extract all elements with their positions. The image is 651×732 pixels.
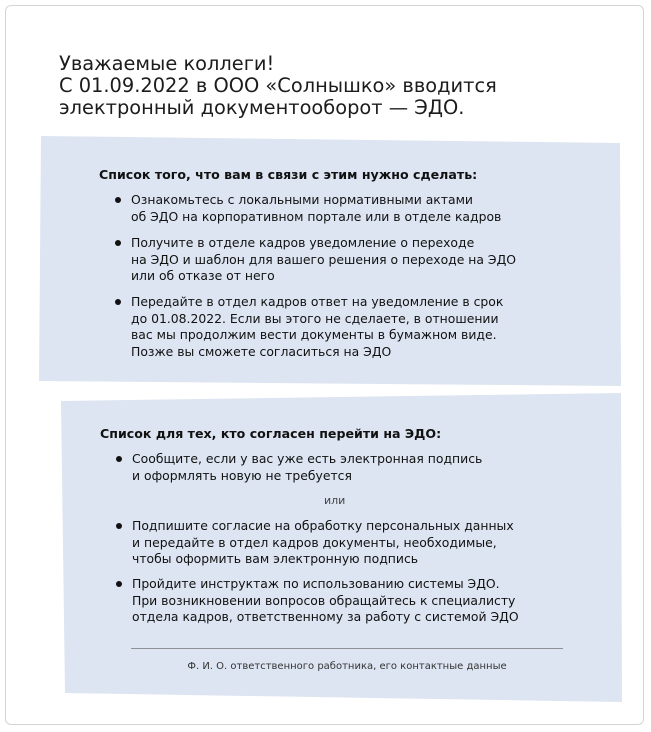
list-item-line: и оформлять новую не требуется bbox=[132, 467, 352, 483]
title-line: электронный документооборот — ЭДО. bbox=[59, 96, 465, 119]
list-item-line: до 01.08.2022. Если вы этого не сделаете, в отношении bbox=[131, 310, 499, 326]
bullet-icon bbox=[116, 523, 122, 529]
list-item-line: Пройдите инструктаж по использованию системы ЭДО. bbox=[132, 576, 500, 591]
list-item-line: на ЭДО и шаблон для вашего решения о переходе на ЭДО bbox=[131, 251, 517, 267]
page-title bbox=[59, 53, 599, 119]
title-line: Уважаемые коллеги! bbox=[59, 52, 275, 75]
list-item-line: или об отказе от него bbox=[131, 268, 275, 284]
list-item-line: Получите в отделе кадров уведомление о переходе bbox=[131, 235, 475, 250]
or-separator: или bbox=[324, 494, 346, 507]
list-item-line: чтобы оформить вам электронную подпись bbox=[132, 551, 419, 567]
list-item-line: Подпишите согласие на обработку персональных данных bbox=[132, 518, 514, 533]
list-item-line: отдела кадров, ответственному за работу с системой ЭДО bbox=[132, 609, 519, 625]
list-item bbox=[116, 576, 591, 626]
signature-divider bbox=[131, 648, 563, 649]
list-item bbox=[115, 192, 585, 226]
list-item bbox=[115, 235, 585, 285]
document-card bbox=[5, 5, 644, 725]
list-item bbox=[115, 294, 585, 361]
responsible-contact-caption: Ф. И. О. ответственного работника, его контактные данные bbox=[187, 661, 507, 672]
list-item-line: Ознакомьтесь с локальными нормативными актами bbox=[131, 192, 473, 207]
list-item-line: вас мы продолжим вести документы в бумажном виде. bbox=[131, 327, 497, 343]
list-item-line: При возникновении вопросов обращайтесь к специалисту bbox=[132, 592, 516, 608]
list-title: Список того, что вам в связи с этим нужно сделать: bbox=[99, 167, 478, 182]
bullet-icon bbox=[115, 240, 121, 246]
todo-list-panel bbox=[39, 136, 621, 386]
bullet-icon bbox=[115, 197, 121, 203]
title-line: С 01.09.2022 в ООО «Солнышко» вводится bbox=[59, 74, 497, 97]
list-item-line: об ЭДО на корпоративном портале или в отделе кадров bbox=[131, 208, 502, 224]
edo-consent-list-panel bbox=[61, 393, 622, 702]
list-item-line: Позже вы сможете согласиться на ЭДО bbox=[131, 343, 392, 359]
bullet-icon bbox=[116, 456, 122, 462]
list-item-line: и передайте в отдел кадров документы, необходимые, bbox=[132, 534, 497, 550]
list-item bbox=[116, 518, 586, 568]
list-item bbox=[116, 451, 586, 485]
list-item-line: Передайте в отдел кадров ответ на уведомление в срок bbox=[131, 294, 504, 309]
bullet-icon bbox=[116, 581, 122, 587]
list-title: Список для тех, кто согласен перейти на ЭДО: bbox=[100, 426, 442, 441]
bullet-icon bbox=[115, 299, 121, 305]
list-item-line: Сообщите, если у вас уже есть электронная подпись bbox=[132, 451, 483, 466]
